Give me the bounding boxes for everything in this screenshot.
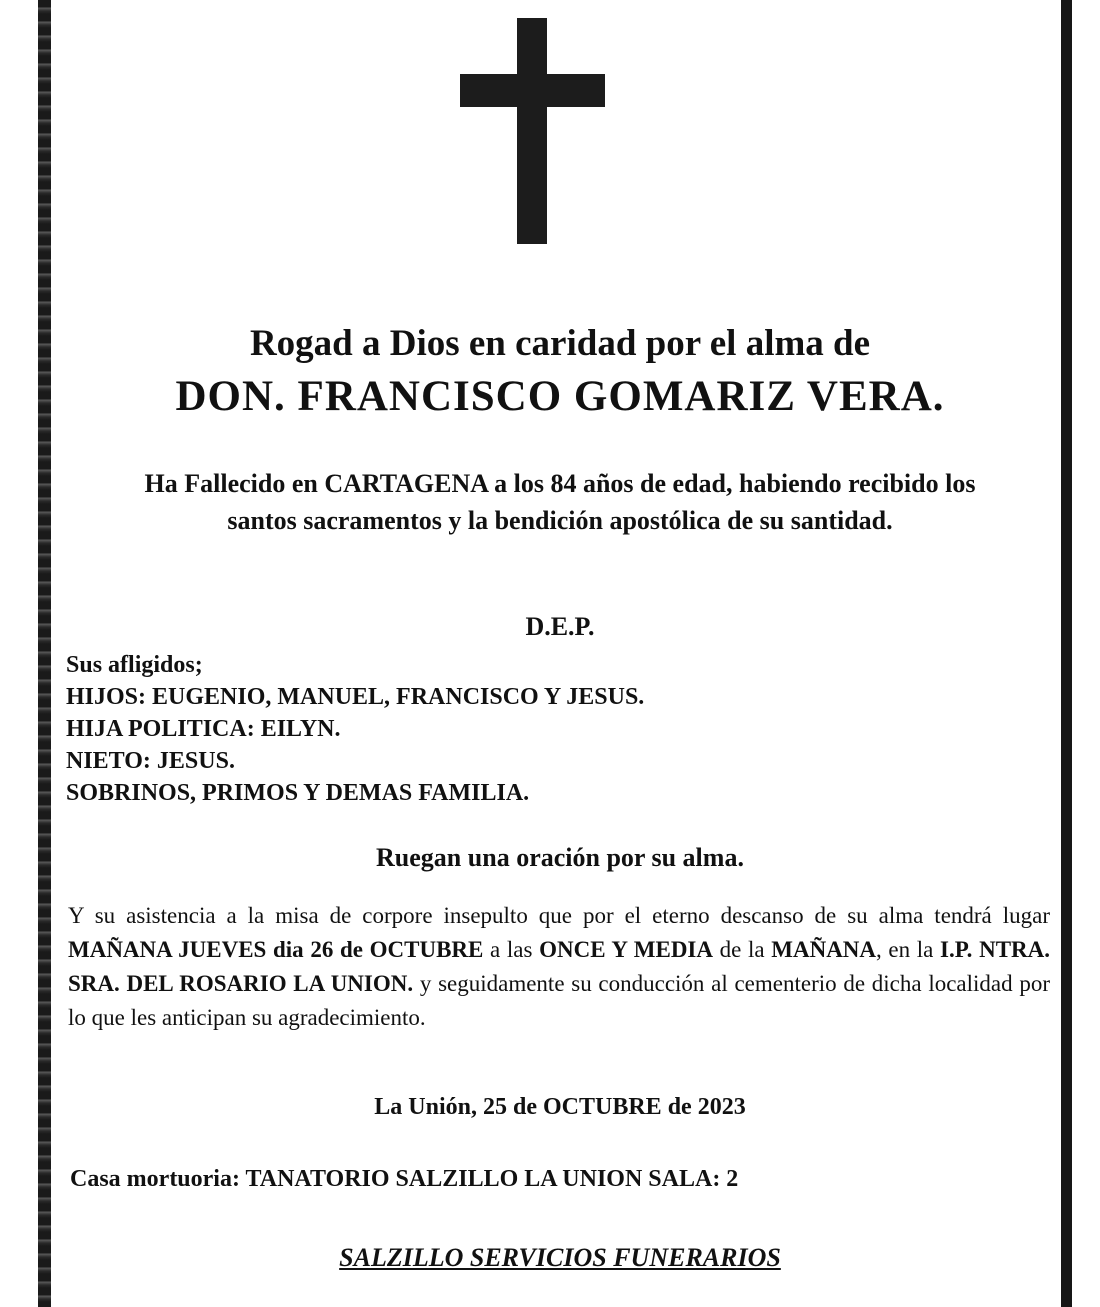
family-daughter-in-law: HIJA POLITICA: EILYN. [66,716,341,742]
deceased-name: DON. FRANCISCO GOMARIZ VERA. [175,373,945,420]
family-children: HIJOS: EUGENIO, MANUEL, FRANCISCO Y JESUS. [66,684,645,710]
mass-month: OCTUBRE [369,937,484,962]
death-notice: Ha Fallecido en CARTAGENA a los 84 años de edad, habiendo recibido los santos sacramentos y la bendición apostólica de su santidad. [144,469,976,535]
mass-time: ONCE Y MEDIA [539,937,713,962]
mass-day: MAÑANA JUEVES [68,937,267,962]
mass-text-2: dia 26 de [266,937,370,962]
family-grandson: NIETO: JESUS. [66,748,235,774]
mass-details [68,899,1050,1035]
mass-text-3: a las [483,937,540,962]
left-border [38,0,51,1307]
mass-text-5: , en la [876,937,941,962]
mass-text-4: de la [713,937,772,962]
funeral-company: SALZILLO SERVICIOS FUNERARIOS [339,1243,781,1272]
funeral-home: Casa mortuoria: TANATORIO SALZILLO LA UNION SALA: 2 [70,1166,739,1192]
family-others: SOBRINOS, PRIMOS Y DEMAS FAMILIA. [66,780,530,806]
family-list [66,649,644,809]
right-border [1061,0,1072,1307]
rip-abbreviation: D.E.P. [525,612,595,641]
mass-church: I.P. NTRA. SRA. DEL ROSARIO LA UNION. [68,937,1051,996]
cross-icon [460,18,605,244]
prayer-request: Ruegan una oración por su alma. [376,843,744,872]
family-intro: Sus afligidos; [66,652,203,678]
date-line: La Unión, 25 de OCTUBRE de 2023 [374,1094,746,1120]
mass-text-1: Y su asistencia a la misa de corpore insepulto que por el eterno descanso de su alma tendrá lugar [68,903,1050,928]
mass-text-6: y seguidamente su conducción al cementerio de dicha localidad por lo que les anticipan su agradecimiento. [68,971,1050,1030]
mass-morning: MAÑANA [771,937,877,962]
notice-heading: Rogad a Dios en caridad por el alma de [249,323,871,364]
